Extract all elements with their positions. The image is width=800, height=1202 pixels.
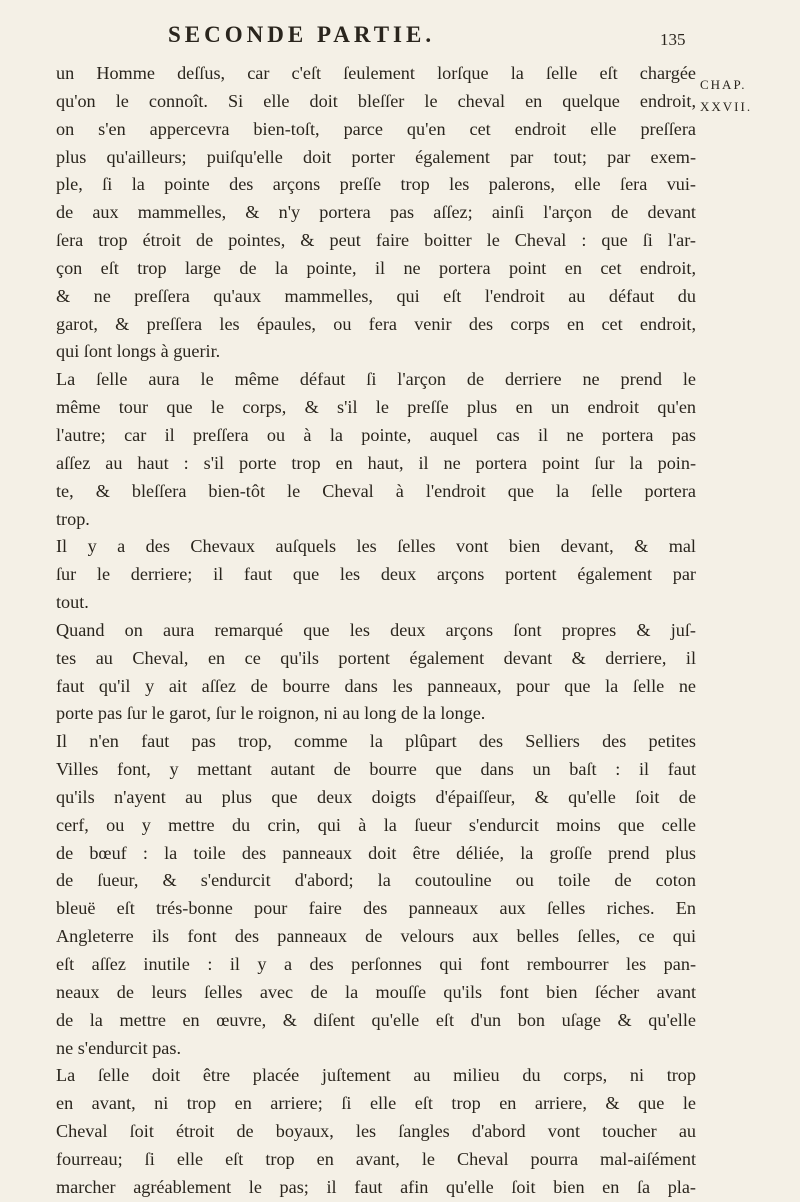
text-line: ne s'endurcit pas. [56,1037,181,1058]
margin-note [700,74,796,118]
text-line: eſt aſſez inutile : il y a des perſonnes qui font rembourrer les pan- [56,954,696,974]
text-line: La ſelle aura le même défaut ſi l'arçon de derriere ne prend le [56,369,696,390]
text-line: cerf, ou y mettre du crin, qui à la ſueur s'endurcit moins que celle [56,814,696,835]
running-head: SECONDE PARTIE. [168,22,436,47]
text-line: on s'en appercevra bien-toſt, parce qu'en cet endroit elle preſſera [56,118,696,139]
text-line: un Homme deſſus, car c'eſt ſeulement lorſque la ſelle eſt chargée [56,63,696,83]
text-line: bleuë eſt trés-bonne pour faire des panneaux aux ſelles riches. En [56,898,696,919]
text-line: porte pas ſur le garot, ſur le roignon, ni au long de la longe. [56,703,486,724]
text-line: Cheval ſoit étroit de boyaux, les ſangles d'abord vont toucher au [56,1121,696,1142]
text-line: de bœuf : la toile des panneaux doit être déliée, la groſſe prend plus [56,842,696,863]
text-line: La ſelle doit être placée juſtement au milieu du corps, ni trop [56,1065,696,1086]
text-line: neaux de leurs ſelles avec de la mouſſe qu'ils font bien ſécher avant [56,981,696,1002]
margin-note-number: XXVII. [700,99,753,114]
text-line: même tour que le corps, & s'il le preſſe plus en un endroit qu'en [56,397,696,418]
text-line: Il y a des Chevaux auſquels les ſelles vont bien devant, & mal [56,536,696,557]
text-line: l'autre; car il preſſera ou à la pointe, auquel cas il ne portera pas [56,424,696,445]
text-line: çon eſt trop large de la pointe, il ne portera point en cet endroit, [56,257,696,278]
text-line: ſera trop étroit de pointes, & peut faire boitter le Cheval : que ſi l'ar- [56,230,696,251]
text-line: Angleterre ils font des panneaux de velours aux belles ſelles, ce qui [56,926,696,947]
text-line: faut qu'il y ait aſſez de bourre dans les panneaux, pour que la ſelle ne [56,675,696,696]
text-line: de ſueur, & s'endurcit d'abord; la coutouline ou toile de coton [56,870,696,891]
text-line: Villes font, y mettant autant de bourre que dans un baſt : il faut [56,759,696,780]
text-line: Il n'en faut pas trop, comme la plûpart des Selliers des petites [56,731,696,752]
text-line: Quand on aura remarqué que les deux arçons ſont propres & juſ- [56,619,696,640]
margin-note-chapter: CHAP. [700,77,747,92]
text-line: aſſez au haut : s'il porte trop en haut, il ne portera point ſur la poin- [56,452,696,473]
text-line: tes au Cheval, en ce qu'ils portent également devant & derriere, il [56,647,696,668]
text-line: ſur le derriere; il faut que les deux arçons portent également par [56,564,696,585]
text-line: qu'ils n'ayent au plus que deux doigts d'épaiſſeur, & qu'elle ſoit de [56,786,696,807]
text-line: & ne preſſera qu'aux mammelles, qui eſt l'endroit au défaut du [56,285,696,306]
text-line: te, & bleſſera bien-tôt le Cheval à l'endroit que la ſelle portera [56,480,696,501]
text-line: trop. [56,508,90,529]
text-line: fourreau; ſi elle eſt trop en avant, le Cheval pourra mal-aiſément [56,1148,696,1169]
text-line: plus qu'ailleurs; puiſqu'elle doit porter également par tout; par exem- [56,146,696,167]
page-number: 135 [660,30,686,49]
text-line: qu'on le connoît. Si elle doit bleſſer le cheval en quelque endroit, [56,90,696,111]
text-line: en avant, ni trop en arriere; ſi elle eſt trop en arriere, & que le [56,1093,696,1114]
text-line: tout. [56,592,89,613]
text-line: qui ſont longs à guerir. [56,341,221,362]
text-line: de aux mammelles, & n'y portera pas aſſez; ainſi l'arçon de devant [56,202,696,223]
text-line: ple, ſi la pointe des arçons preſſe trop les palerons, elle ſera vui- [56,174,696,195]
text-line: garot, & preſſera les épaules, ou fera venir des corps en cet endroit, [56,313,696,334]
body-text [56,60,696,1202]
text-line: de la mettre en œuvre, & diſent qu'elle eſt d'un bon uſage & qu'elle [56,1009,696,1030]
text-line: marcher agréablement le pas; il faut afin qu'elle ſoit bien en ſa pla- [56,1176,696,1197]
